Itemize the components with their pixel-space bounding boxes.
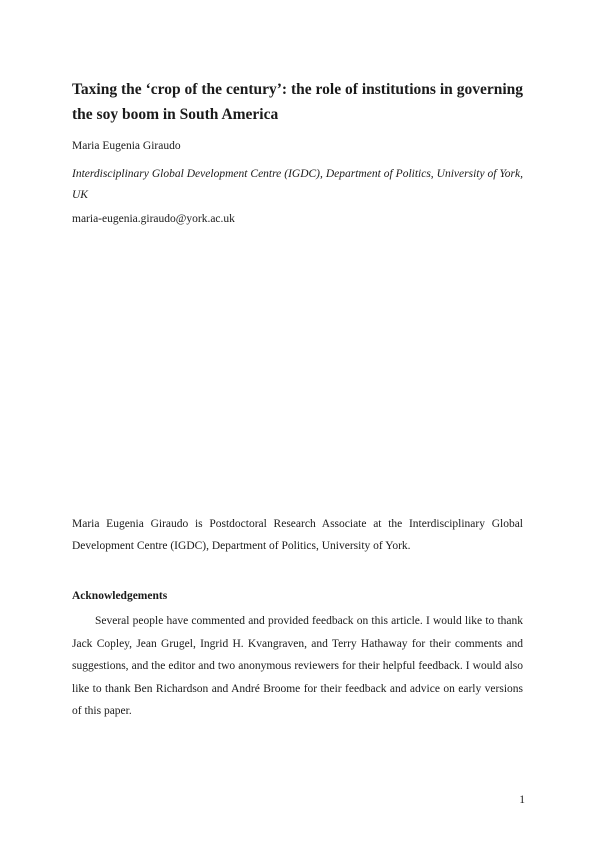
acknowledgements-heading: Acknowledgements [72,590,168,602]
author-email: maria-eugenia.giraudo@york.ac.uk [72,213,235,225]
page-number: 1 [519,794,525,806]
author-bio: Maria Eugenia Giraudo is Postdoctoral Research Associate at the Interdisciplinary Global Development Centre (IGDC), Department of Politics, University of York. [72,518,523,552]
author-name: Maria Eugenia Giraudo [72,140,181,152]
acknowledgements-body: Several people have commented and provided feedback on this article. I would like to thank Jack Copley, Jean Grugel, Ingrid H. Kvangraven, and Terry Hathaway for their comments and suggestions, and the editor and two anonymous reviewers for their helpful feedback. I would also like to thank Ben Richardson and André Broome for their feedback and advice on early versions of this paper. [72,615,523,717]
author-affiliation: Interdisciplinary Global Development Centre (IGDC), Department of Politics, University of York, UK [72,168,523,201]
paper-title: Taxing the ‘crop of the century’: the role of institutions in governing the soy boom in South America [72,81,523,123]
